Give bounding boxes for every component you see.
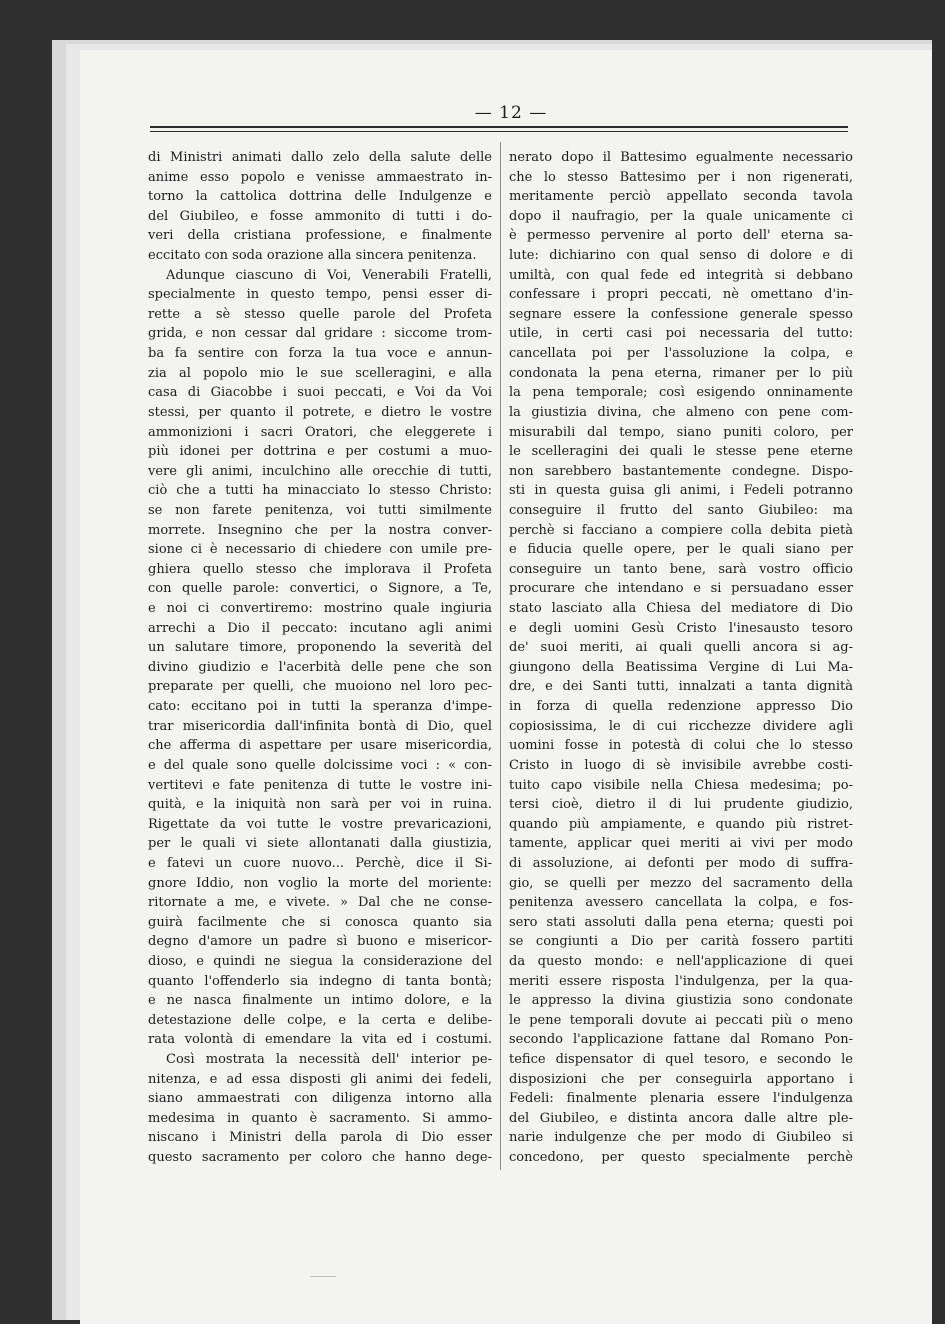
right-column-line: tefice dispensator di quel tesoro, e secondo le	[509, 1052, 853, 1068]
left-column-line: questo sacramento per coloro che hanno dege-	[148, 1150, 492, 1166]
right-column-line: se congiunti a Dio per carità fossero partiti	[509, 934, 853, 950]
right-column-line: la pena temporale; così esigendo onninamente	[509, 385, 853, 401]
right-column-line: segnare essere la confessione generale spesso	[509, 306, 853, 322]
left-column-line: grida, e non cessar dal gridare : siccome trom-	[148, 326, 492, 342]
left-column-line: guirà facilmente che si conosca quanto sia	[148, 914, 492, 930]
right-column-line: e fiducia quelle opere, per le quali siano per	[509, 542, 853, 558]
left-column-line: e noi ci convertiremo: mostrino quale ingiuria	[148, 601, 492, 617]
left-column-line: e fatevi un cuore nuovo... Perchè, dice il Si-	[148, 855, 492, 871]
left-column-line: ba fa sentire con forza la tua voce e annun-	[148, 346, 492, 362]
right-column-line: sero stati assoluti dalla pena eterna; questi poi	[509, 914, 853, 930]
left-column-line: del Giubileo, e fosse ammonito di tutti i do-	[148, 208, 492, 224]
right-column-line: nerato dopo il Battesimo egualmente necessario	[509, 150, 853, 165]
left-column-line: quità, e la iniquità non sarà per voi in ruina.	[148, 797, 492, 813]
right-column-line: meritamente perciò appellato seconda tavola	[509, 189, 853, 205]
left-column-line: preparate per quelli, che muoiono nel loro pec-	[148, 679, 492, 695]
left-column-line: arrechi a Dio il peccato: incutano agli animi	[148, 620, 492, 636]
left-column-line: anime esso popolo e venisse ammaestrato in-	[148, 169, 492, 185]
right-column-line: le appresso la divina giustizia sono condonate	[509, 993, 853, 1009]
left-column-line: veri della cristiana professione, e finalmente	[148, 228, 492, 244]
right-column-line: procurare che intendano e si persuadano esser	[509, 581, 853, 597]
right-column-line: tuito capo visibile nella Chiesa medesima; po-	[509, 777, 853, 793]
left-column-line: siano ammaestrati con diligenza intorno alla	[148, 1091, 492, 1107]
left-column	[148, 148, 492, 1168]
left-column-line: niscano i Ministri della parola di Dio esser	[148, 1130, 492, 1146]
left-column-line: con quelle parole: convertici, o Signore, a Te,	[148, 581, 492, 597]
left-column-line: degno d'amore un padre sì buono e misericor-	[148, 934, 492, 950]
right-column-line: copiosissima, le di cui ricchezze dividere agli	[509, 718, 853, 734]
left-column-line: nitenza, e ad essa disposti gli animi dei fedeli,	[148, 1071, 492, 1087]
right-column-line: conseguire il frutto del santo Giubileo: ma	[509, 502, 853, 518]
left-column-line: se non farete penitenza, voi tutti similmente	[148, 502, 492, 518]
column-divider	[500, 142, 501, 1170]
left-column-line: vertitevi e fate penitenza di tutte le vostre ini-	[148, 777, 492, 793]
right-column-line: narie indulgenze che per modo di Giubileo si	[509, 1130, 853, 1146]
left-column-line: sione ci è necessario di chiedere con umile pre-	[148, 542, 492, 558]
left-column-line: rata volontà di emendare la vita ed i costumi.	[148, 1032, 492, 1048]
right-column-line: dre, e dei Santi tutti, innalzati a tanta dignità	[509, 679, 853, 695]
left-column-line: specialmente in questo tempo, pensi esser di-	[148, 287, 492, 303]
right-column-line: gio, se quelli per mezzo del sacramento della	[509, 875, 853, 891]
left-column-line: quanto l'offenderlo sia indegno di tanta bontà;	[148, 973, 492, 989]
right-column-line: cancellata poi per l'assoluzione la colpa, e	[509, 346, 853, 362]
left-column-line: stessi, per quanto il potrete, e dietro le vostre	[148, 404, 492, 420]
right-column-line: penitenza avessero cancellata la colpa, e fos-	[509, 895, 853, 911]
right-column-line: concedono, per questo specialmente perchè	[509, 1150, 853, 1166]
left-column-line: di Ministri animati dallo zelo della salute delle	[148, 150, 492, 165]
right-column-line: che lo stesso Battesimo per i non rigenerati,	[509, 169, 853, 185]
left-column-line: trar misericordia dall'infinita bontà di Dio, quel	[148, 718, 492, 734]
left-column-line: ammonizioni i sacri Oratori, che eleggerete i	[148, 424, 492, 440]
header-rule-thick	[150, 126, 848, 128]
right-column-line: utile, in certi casi poi necessaria del tutto:	[509, 326, 853, 342]
right-column-line: del Giubileo, e distinta ancora dalle altre ple-	[509, 1110, 853, 1126]
left-column-line: e del quale sono quelle dolcissime voci : « con-	[148, 757, 492, 773]
left-column-line: medesima in quanto è sacramento. Si ammo-	[148, 1110, 492, 1126]
left-column-line: eccitato con soda orazione alla sincera penitenza.	[148, 248, 477, 264]
page-number: — 12 —	[474, 103, 548, 123]
right-column-line: tamente, applicar quei meriti ai vivi per modo	[509, 836, 853, 852]
left-column-line: casa di Giacobbe i suoi peccati, e Voi da Voi	[148, 385, 492, 401]
left-column-line: Così mostrata la necessità dell' interior pe-	[166, 1052, 492, 1068]
left-column-line: Rigettate da voi tutte le vostre prevaricazioni,	[148, 816, 492, 832]
right-column-line: in forza di quella redenzione appresso Dio	[509, 699, 853, 715]
left-column-line: ghiera quello stesso che implorava il Profeta	[148, 561, 492, 577]
right-column-line: sti in questa guisa gli animi, i Fedeli potranno	[509, 483, 853, 499]
header-rule-thin	[150, 131, 848, 132]
left-column-line: che afferma di aspettare per usare misericordia,	[148, 738, 492, 754]
right-column-line: la giustizia divina, che almeno con pene com-	[509, 404, 853, 420]
right-column-line: perchè si facciano a compiere colla debita pietà	[509, 522, 853, 538]
left-column-line: ciò che a tutti ha minacciato lo stesso Christo:	[148, 483, 492, 499]
left-column-line: Adunque ciascuno di Voi, Venerabili Fratelli,	[166, 267, 492, 283]
right-column	[509, 148, 853, 1168]
left-column-line: dioso, e quindi ne siegua la considerazione del	[148, 953, 492, 969]
left-column-line: detestazione delle colpe, e la certa e delibe-	[148, 1012, 492, 1028]
left-column-line: rette a sè stesso quelle parole del Profeta	[148, 306, 492, 322]
right-column-line: lute: dichiarino con qual senso di dolore e di	[509, 248, 853, 264]
left-column-line: gnore Iddio, non voglio la morte del moriente:	[148, 875, 492, 891]
right-column-line: tersi cioè, dietro il di lui prudente giudizio,	[509, 797, 853, 813]
right-column-line: e degli uomini Gesù Cristo l'inesausto tesoro	[509, 620, 853, 636]
right-column-line: le pene temporali dovute ai peccati più o meno	[509, 1012, 853, 1028]
right-column-line: secondo l'applicazione fattane dal Romano Pon-	[509, 1032, 853, 1048]
right-column-line: disposizioni che per conseguirla apportano i	[509, 1071, 853, 1087]
left-column-line: torno la cattolica dottrina delle Indulgenze e	[148, 189, 492, 205]
right-column-line: Cristo in luogo di sè invisibile avrebbe costi-	[509, 757, 853, 773]
right-column-line: dopo il naufragio, per la quale unicamente ci	[509, 208, 853, 224]
right-column-line: è permesso pervenire al porto dell' eterna sa-	[509, 228, 853, 244]
scan-artifact	[310, 1268, 336, 1277]
left-column-line: morrete. Insegnino che per la nostra conver-	[148, 522, 492, 538]
right-column-line: umiltà, con qual fede ed integrità si debbano	[509, 267, 853, 283]
right-column-line: misurabili dal tempo, siano puniti coloro, per	[509, 424, 853, 440]
left-column-line: cato: eccitano poi in tutti la speranza d'impe-	[148, 699, 492, 715]
left-column-line: zia al popolo mio le sue scelleragini, e alla	[148, 365, 492, 381]
right-column-line: de' suoi meriti, ai quali quelli ancora si ag-	[509, 640, 853, 656]
right-column-line: giungono della Beatissima Vergine di Lui Ma-	[509, 659, 853, 675]
right-column-line: Fedeli: finalmente plenaria essere l'indulgenza	[509, 1091, 853, 1107]
right-column-line: di assoluzione, ai defonti per modo di suffra-	[509, 855, 853, 871]
left-column-line: e ne nasca finalmente un intimo dolore, e la	[148, 993, 492, 1009]
right-column-line: da questo mondo: e nell'applicazione di quei	[509, 953, 853, 969]
right-column-line: quando più ampiamente, e quando più ristret-	[509, 816, 853, 832]
left-column-line: per le quali vi siete allontanati dalla giustizia,	[148, 836, 492, 852]
left-column-line: ritornate a me, e vivete. » Dal che ne conse-	[148, 895, 492, 911]
left-column-line: vere gli animi, inculchino alle orecchie di tutti,	[148, 463, 492, 479]
left-column-line: divino giudizio e l'acerbità delle pene che son	[148, 659, 492, 675]
right-column-line: meriti essere risposta l'indulgenza, per la qua-	[509, 973, 853, 989]
right-column-line: stato lasciato alla Chiesa del mediatore di Dio	[509, 601, 853, 617]
right-column-line: non sarebbero bastantemente condegne. Dispo-	[509, 463, 853, 479]
right-column-line: le scelleragini dei quali le stesse pene eterne	[509, 444, 853, 460]
right-column-line: uomini fosse in potestà di colui che lo stesso	[509, 738, 853, 754]
right-column-line: confessare i propri peccati, nè omettano d'in-	[509, 287, 853, 303]
left-column-line: un salutare timore, proponendo la severità del	[148, 640, 492, 656]
right-column-line: conseguire un tanto bene, sarà vostro officio	[509, 561, 853, 577]
right-column-line: condonata la pena eterna, rimaner per lo più	[509, 365, 853, 381]
left-column-line: più idonei per dottrina e per costumi a muo-	[148, 444, 492, 460]
